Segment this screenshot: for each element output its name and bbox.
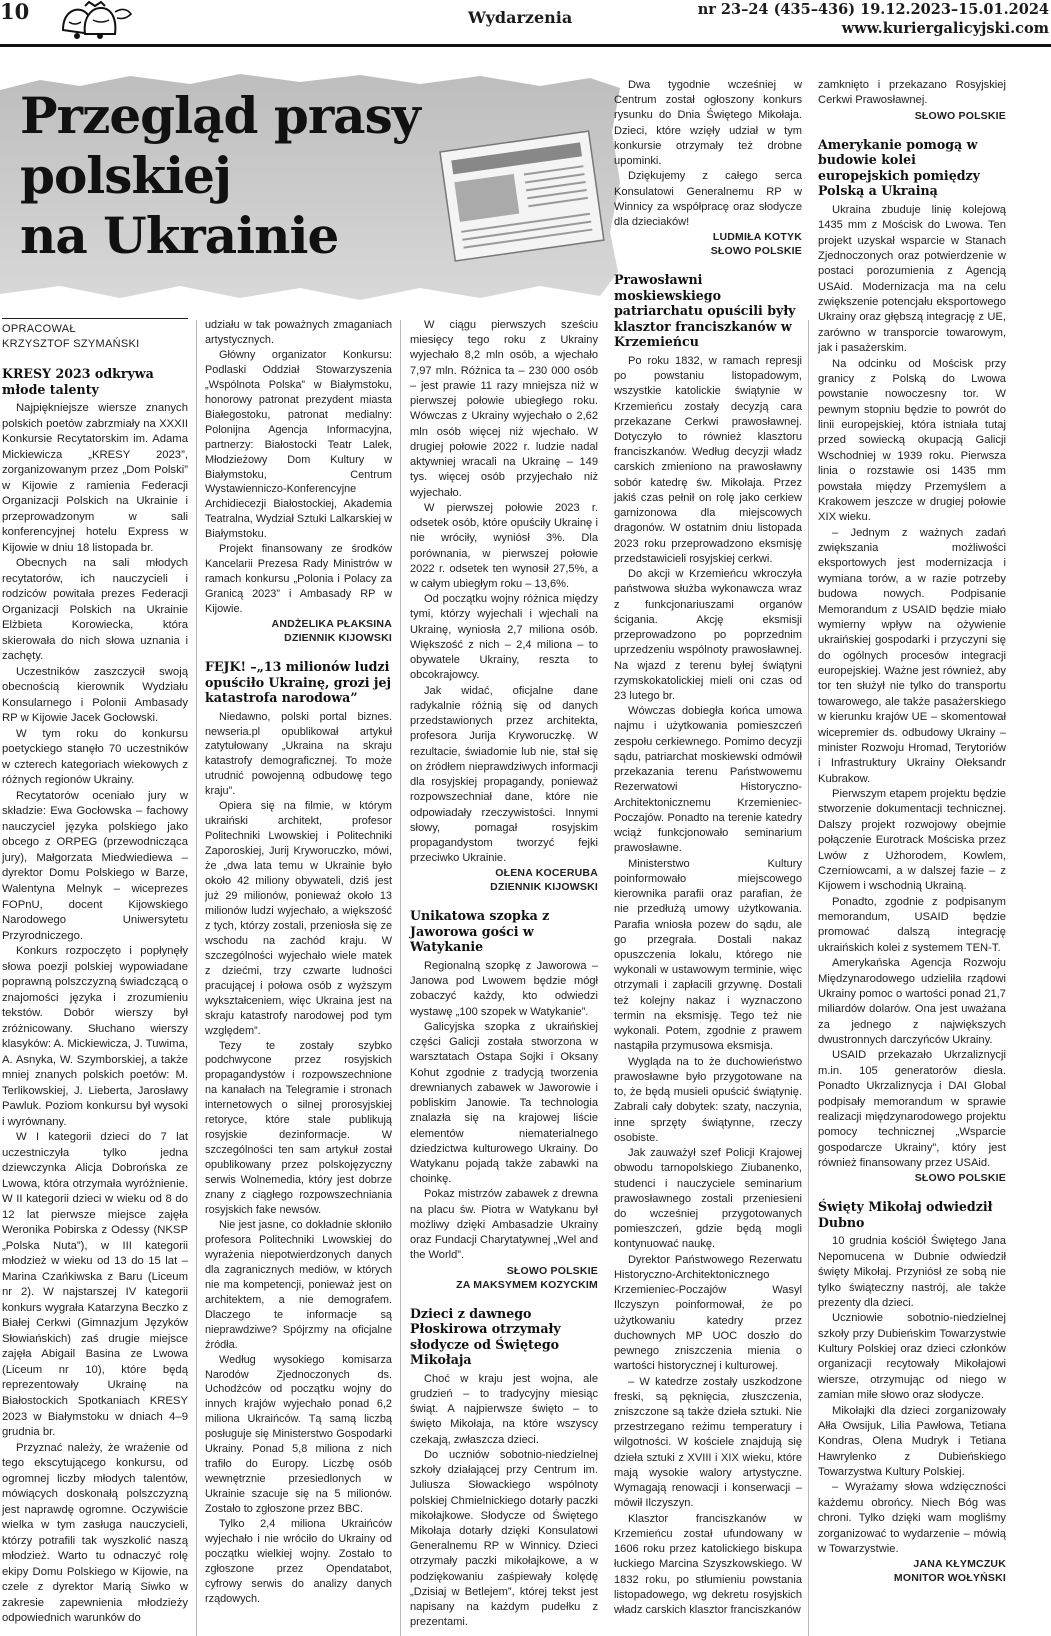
column-divider [400,320,401,1636]
page-number: 10 [0,0,30,24]
article-signature: ZA MAKSYMEM KOZYCKIM [456,1278,598,1291]
article-paragraph: – Wyrażamy słowa wdzięczności każdemu obrońcy. Niech Bóg was chroni. Tylko dzięki wam mogliśmy zorganizować to wydarzenie – mówią w Towarzystwie. [818,1481,1006,1555]
article-paragraph: Opiera się na filmie, w którym ukraiński architekt, profesor Politechniki Lwowskiej i Politechniki Zaporoskiej, Jurij Kryworuczko, mówi, że „dwa lata temu w Ukrainie było około 42 miliony obywateli, dziś jest już 29 milionów, ponieważ około 13 milionów ludzi wyjechało, a większość z tych, którzy zostali, przeniosła się ze wschodu na zachód kraju. W szczególności wyjechało wiele matek z dziećmi, trzy czwarte ludności pracującej i połowa osób z wyższym wykształceniem, więc Ukraina jest na skraju katastrofy narodowej pod tym względem”. [205,800,392,1037]
article-paragraph: Według wysokiego komisarza Narodów Zjednoczonych ds. Uchodźców od początku wojny do innych krajów wyjechało ponad 6,2 miliona Ukraińców. Tą samą liczbą posługuje się Ministerstwo Gospodarki Ukrainy. Ponad 5,8 miliona z nich trafiło do Europy. Liczbę osób wewnętrznie przesiedlonych w Ukrainie szacuje się na 5 milionów. Zostało to zgłoszone przez BBC. [205,1353,392,1516]
author-label: OPRACOWAŁ [2,323,76,335]
article-paragraph: Galicyjska szopka z ukraińskiej części Galicji została stworzona w warsztatach Ostapa Sojki i Oksany Kohut zgodnie z tradycją tworzenia drewnianych zabawek w Jaworowie i pobliskim Janowie. Ta technologia znalazła się na krajowej liście elementów niematerialnego dziedzictwa kulturowego Ukrainy. Do Watykanu pojadą także zabawki na choinkę. [410,1020,598,1186]
article-paragraph: Wówczas dobiegła końca umowa najmu i użytkowania pomieszczeń zespołu cerkiewnego. Pomimo decyzji sądu, patriarchat moskiewski odmówił przekazania terenu Państwowemu Rezerwatowi Historyczno-Architektonicznemu Krzemieniec-Poczajów. Ponadto na terenie katedry wciąż funkcjonowało seminarium prawosławne. [614,705,802,855]
article-column-3 [410,318,598,1631]
article-paragraph: USAID przekazało Ukrzaliznycji m.in. 105 generatorów diesla. Ponadto Ukrzaliznycja i DAI Global podpisały memorandum w sprawie realizacji międzynarodowego projektu pomocy technicznej „Wsparcie gospodarcze Ukrainy”, który jest również finansowany przez USAid. [818,1049,1006,1169]
article-headline: Amerykanie pomogą w budowie kolei europejskich pomiędzy Polską a Ukrainą [818,136,980,199]
article-column-5 [818,78,1006,1585]
article-paragraph: Na odcinku od Mościsk przy granicy z Polską do Lwowa powstanie nowoczesny tor. W pewnym stopniu będzie to powrót do linii europejskiej, która istniała tutaj przed sowiecką okupacją Galicji Wschodniej w 1939 roku. Pierwsza linia o rozstawie osi 1435 mm powstała między Przemyślem a Krakowem jeszcze w drugiej połowie XIX wieku. [818,357,1006,524]
article-paragraph: – W katedrze zostały uszkodzone freski, są pęknięcia, złuszczenia, zniszczone są także dzieła sztuki. Nie przestrzegano reżimu temperatury i wilgotności. W kościele znajdują się dzieła sztuki z XVIII i XIX wieku, które mają wysokie walory artystyczne. Wymagają renowacji i konserwacji – mówił Ilczyszyn. [614,1375,802,1510]
title-banner [0,72,625,304]
article-paragraph: Dwa tygodnie wcześniej w Centrum został ogłoszony konkurs rysunku do Dnia Świętego Mikołaja. Dzieci, które wzięły udział w tym konkursie otrzymały też drobne upominki. [614,79,802,168]
article-paragraph: Obecnych na sali młodych recytatorów, ich nauczycieli i rodziców powitała prezes Federacji Organizacji Polskich na Ukrainie Elżbieta Korowiecka, która skierowała do nich słowa uznania i zachęty. [2,557,188,663]
article-signature: SŁOWO POLSKIE [710,245,802,258]
article-signature: MONITOR WOŁYŃSKI [893,1572,1006,1585]
issue-info [698,0,1049,38]
page-header [0,0,1051,46]
article-paragraph: Dziękujemy z całego serca Konsulatowi Generalnemu RP w Winnicy za współpracę oraz słodycze dla dzieciaków! [614,170,802,229]
article-paragraph: Najpiękniejsze wiersze znanych polskich poetów zabrzmiały na XXXII Konkursie Recytatorskim im. Adama Mickiewicza „KRESY 2023”, zorganizowanym przez „Dom Polski” w Kijowie z ramienia Federacji Organizacji Polskich na Ukrainie i przeprowadzonym w sali konferencyjnej hotelu Express w Kijowie w dniu 18 listopada br. [2,402,188,554]
article-paragraph: Do uczniów sobotnio-niedzielnej szkoły działającej przy Centrum im. Juliusza Słowackiego wspólnoty polskiej Chmielnickiego dotarły paczki mikołajkowe. Słodycze od Świętego Mikołaja dotarły dzięki Konsulatowi Generalnemu RP w Winnicy. Dzieci otrzymały paczki mikołajkowe, a w podziękowaniu zaśpiewały kolędę „Dzisiaj w Betlejem”, której tekst jest napisany na każdym pudełku z prezentami. [410,1448,598,1629]
article-paragraph: Ministerstwo Kultury poinformowało miejscowego kierownika parafii oraz parafian, że nie przedłużą umowy użytkowania. Parafia wniosła pozew do sądu, ale go przegrała. Dostali nakaz opuszczenia lokalu, którego nie wykonali w ustawowym terminie, więc otrzymali i zapłacili grzywnę. Dostali też kolejny nakaz i wyznaczono termin na eksmisję. Tego też nie wykonali. Potem, zgodnie z prawem nastąpiła przymusowa eksmisja. [614,857,802,1053]
article-paragraph: Dyrektor Państwowego Rezerwatu Historyczno-Architektonicznego Krzemieniec-Poczajów Wasyl Ilczyszyn poinformował, że po użytkowaniu katedry przez duchownych MP UOC doszło do pewnego zniszczenia mienia o wartości historycznej i kulturowej. [614,1253,802,1373]
article-signature: SŁOWO POLSKIE [914,109,1006,122]
article-paragraph: Ponadto, zgodnie z podpisanym memorandum, USAID będzie promować dalszą integrację ukraińskich kolei z systemem TEN-T. [818,895,1006,954]
article-paragraph: Jak zauważył szef Policji Krajowej obwodu tarnopolskiego Ziubanenko, studenci i nauczyciele seminarium prawosławnego zostali przeniesieni do wcześniej przygotowanych pomieszczeń, gdzie będą mogli kontynuować naukę. [614,1147,802,1251]
article-paragraph: Niedawno, polski portal biznes. newseria.pl opublikował artykuł zatytułowany „Ukraina na skraju katastrofy demograficznej. To może utrudnić powojenną odbudowę tego kraju”. [205,710,392,798]
article-paragraph: Recytatorów oceniało jury w składzie: Ewa Gocłowska – fachowy nauczyciel języka polskiego jako obcego z ORPEG (przewodnicząca jury), Małgorzata Miedwiediewa – dyrektor Domu Polskiego w Barze, Walentyna Melnyk – wiceprezes FOPnU, docent Kijowskiego Narodowego Uniwersytetu Przyrodniczego. [2,789,188,942]
article-signature: DZIENNIK KIJOWSKI [490,881,598,894]
column-divider [196,320,197,1636]
article-signature: SŁOWO POLSKIE [506,1264,598,1277]
article-headline: Dzieci z dawnego Płoskirowa otrzymały słodycze od Świętego Mikołaja [410,1305,561,1368]
author-credit [2,318,188,352]
website-url[interactable]: www.kuriergalicyjski.com [841,20,1049,37]
article-signature: JANA KŁYMCZUK [913,1558,1006,1571]
article-paragraph: 10 grudnia kościół Świętego Jana Nepomucena w Dubnie odwiedził święty Mikołaj. Przyniósł ze sobą nie tylko świąteczny nastrój, ale także prezenty dla dzieci. [818,1235,1006,1309]
column-divider [808,320,809,1636]
article-paragraph: Klasztor franciszkanów w Krzemieńcu został ufundowany w 1606 roku przez katolickiego biskupa łuckiego Marcina Szyszkowskiego. W 1832 roku, po stłumieniu powstania listopadowego, wg dekretu rosyjskich władz carskich klasztor franciszkanów [614,1512,802,1617]
article-paragraph: Główny organizator Konkursu: Podlaski Oddział Stowarzyszenia „Wspólnota Polska” w Białymstoku, honorowy patronat prezydent miasta Białegostoku, patronat medialny: Polonijna Agencja Informacyjna, partnerzy: Białostocki Teatr Lalek, Młodzieżowy Dom Kultury w Białymstoku, Centrum Wystawienniczo-Konferencyjne Archidiecezji Białostockiej, Akademia Teatralna, Wydział Sztuki Lalkarskiej w Białymstoku. [205,348,392,541]
article-paragraph: udziału w tak poważnych zmaganiach artystycznych. [205,319,392,346]
article-headline: Unikatowa szopka z Jaworowa gości w Watykanie [410,908,550,955]
article-signature: SŁOWO POLSKIE [914,1172,1006,1185]
article-paragraph: W tym roku do konkursu poetyckiego stanęło 70 uczestników w czterech kategoriach wiekowych z różnych regionów Ukrainy. [2,727,188,787]
main-title: Przegląd prasy polskiej na Ukrainie [20,86,420,265]
article-paragraph: Regionalną szopkę z Jaworowa – Janowa pod Lwowem będzie mógł zobaczyć każdy, kto odwiedzi wystawę „100 szopek w Watykanie”. [410,959,598,1018]
article-paragraph: Wygląda na to że duchowieństwo prawosławne było przygotowane na to, że będą musieli opuścić świątynię. Zabrali cały dobytek: szaty, naczynia, inne sprzęty świątynne, rzeczy osobiste. [614,1055,802,1144]
header-rule [0,44,1051,47]
issue-number: nr 23–24 (435–436) 19.12.2023–15.01.2024 [697,1,1049,18]
article-paragraph: Pokaz mistrzów zabawek z drewna na placu św. Piotra w Watykanu był możliwy dzięki Ambasadzie Ukrainy oraz Fundacji Charytatywnej „Wel and the World”. [410,1188,598,1262]
article-paragraph: Jak widać, oficjalne dane radykalnie różnią się od danych przedstawionych przez architekta, profesora Jurija Kryworuczkę. W rezultacie, świadomie lub nie, stał się on źródłem nieprawdziwych informacji dla rosyjskiej propagandy, ponieważ rozpowszechniał dane, które nie odpowiadały rzeczywistości. Innymi słowy, pomagał rosyjskim propagandystom tworzyć fejki przeciwko Ukrainie. [410,684,598,865]
article-paragraph: Do akcji w Krzemieńcu wkroczyła państwowa służba wykonawcza wraz z funkcjonariuszami organów ścigania. Akcję eksmisji przeprowadzono po poprzednim uprzedzeniu wspólnoty prawosławnej. Na wjazd z terenu byłej świątyni rzymskokatolickiej mieli oni czas od 23 lutego br. [614,568,802,702]
article-paragraph: Amerykańska Agencja Rozwoju Międzynarodowego udzieliła rządowi Ukrainy pomoc o wartości ponad 21,7 miliardów dolarów. Ona jest uważana za jednego z największych dwustronnych darczyńców Ukrainy. [818,957,1006,1046]
author-name: KRZYSZTOF SZYMAŃSKI [2,338,140,350]
article-headline: Prawosławni moskiewskiego patriarchatu opuścili były klasztor franciszkanów w Krzemieńcu [614,272,796,350]
article-paragraph: Od początku wojny różnica między tymi, którzy wyjechali i wjechali na Ukrainę, wyniosła 2,7 miliona osób. Większość z nich – 2,4 miliona – to obywatele Ukrainy, reszta to obcokrajowcy. [410,593,598,682]
article-paragraph: Projekt finansowany ze środków Kancelarii Prezesa Rady Ministrów w ramach konkursu „Polonia i Polacy za Granicą 2023” i Ambasady RP w Kijowie. [205,543,392,616]
article-paragraph: zamknięto i przekazano Rosyjskiej Cerkwi Prawosławnej. [818,79,1006,107]
newspaper-icon [440,131,604,261]
article-headline: Święty Mikołaj odwiedził Dubno [818,1199,993,1230]
article-paragraph: Tezy te zostały szybko podchwycone przez rosyjskich propagandystów i rozpowszechnione na kanałach na Telegramie i stronach internetowych o silnej prorosyjskiej retoryce, które stale publikują rosyjskie dezinformacje. W szczególności ten sam artykuł został opublikowany przez polskojęzyczny serwis Wolnemedia, który jest dobrze znany z ciągłego rozpowszechniania rosyjskich fake newsów. [205,1039,392,1217]
article-signature: ANDŻELIKA PŁAKSINA [271,618,392,631]
article-column-2 [205,318,392,1607]
article-paragraph: Tylko 2,4 miliona Ukraińców wyjechało i nie wróciło do Ukrainy od początku wielkiej wojny. Zostało to zgłoszone przez Opendatabot, cyfrowy serwis do analizy danych rządowych. [205,1518,392,1605]
article-headline: FEJK! –„13 milionów ludzi opuściło Ukrainę, grozi jej katastrofa narodowa” [205,659,392,706]
christmas-bells-icon [55,0,135,42]
article-paragraph: Przyznać należy, że wrażenie od tego ekscytującego konkursu, od ogromnej liczby młodych talentów, mówiących doskonałą polszczyzną jest naprawdę ogromne. Oczywiście wielka w tym zasługa nauczycieli, którzy potrafili tak wyszkolić naszą młodzież. Warto tu odnaczyć rolę ekipy Domu Polskiego w Kijowie, na czele z dyrektor Marią Siwko w zakresie zapewnienia młodzieży odpowiednich warunków do [2,1441,188,1625]
section-title: Wydarzenia [468,8,573,27]
article-paragraph: W ciągu pierwszych sześciu miesięcy tego roku z Ukrainy wyjechało 8,2 mln osób, a wjechało 7,97 mln. Różnica ta – 230 000 osób – jest prawie 11 razy mniejsza niż w pierwszej połowie ubiegłego roku. Wówczas z Ukrainy wyjechało o 2,62 mln osób więcej niż wjechało. W drugiej połowie 2022 r. ludzie nadal aktywniej wracali na Ukrainę – 149 tys. więcej osób przyjechało niż wyjechało. [410,319,598,499]
article-signature: DZIENNIK KIJOWSKI [284,632,392,645]
article-paragraph: Konkurs rozpoczęto i popłynęły słowa poezji polskiej wypowiadane poprawną polszczyzną świadczącą o znajomości języka i zrozumieniu tekstów. Dobór wierszy był zróżnicowany. Słuchano wierszy klasyków: A. Mickiewicza, J. Tuwima, A. Asnyka, W. Szymborskiej, a także mniej znanych polskich poetów: M. Terlikowskiej, J. Lieberta, Jarosławy Pawluk. Poziom konkursu był wysoki i wyrównany. [2,945,188,1128]
article-paragraph: Mikołajki dla dzieci zorganizowały Ałła Owsijuk, Lilia Pawłowa, Tetiana Kondras, Olena Mudryk i Tetiana Hawrylenko z Dubieńskiego Towarzystwa Kultury Polskiej. [818,1404,1006,1478]
article-paragraph: Ukraina zbuduje linię kolejową 1435 mm z Mościsk do Lwowa. Ten projekt uzyskał wsparcie w Stanach Zjednoczonych oraz potwierdzenie w postaci porozumienia z Agencją USAid. Modernizacja ma na celu zwiększenie potencjału eksportowego Ukrainy oraz głębszą integrację z UE, zarówno w transporcie towarowym, jak i pasażerskim. [818,203,1006,355]
article-paragraph: Pierwszym etapem projektu będzie stworzenie dokumentacji technicznej. Dalszy projekt rozwojowy obejmie połączenie Eurotrack Mościska przez Lwów z Użhorodem, Kowlem, Czerniowcami, a w dalszej fazie – z Kijowem i wschodnią Ukrainą. [818,788,1006,893]
article-signature: OŁENA KOCERUBA [495,867,598,880]
article-paragraph: W I kategorii dzieci do 7 lat uczestniczyła tylko jedna dziewczynka Alicja Dobrońska ze Lwowa, która otrzymała wyróżnienie. W II kategorii dzieci w wieku od 8 do 12 lat pierwsze miejsce zajęła Weronika Pobirska z Odessy (NKSP „Polska Nuta”), w III kategorii młodzież w wieku od 13 do 15 lat – Marina Czańkiwska z Baru (Liceum nr 2). W najstarszej IV kategorii konkurs wygrała Katarzyna Beczko z Białej Cerkwi (Gimnazjum Języków Słowiańskich) zaś drugie miejsce zajęła Abigail Basina ze Lwowa (Liceum nr 10), które będą reprezentowały Ukrainę na Białostockich Spotkaniach KRESY 2023 w Białymstoku w dniach 4–9 grudnia br. [2,1131,188,1439]
article-paragraph: Uczestników zaszczycił swoją obecnością kierownik Wydziału Konsularnego i Polonii Ambasady RP w Kijowie Jacek Gocłowski. [2,665,188,725]
article-paragraph: Choć w kraju jest wojna, ale grudzień – to tradycyjny miesiąc świąt. A najpierwsze święto – to święto Mikołaja, na które wszyscy czekają, zwłaszcza dzieci. [410,1372,598,1446]
article-paragraph: Uczniowie sobotnio-niedzielnej szkoły przy Dubieńskim Towarzystwie Kultury Polskiej oraz dzieci członków organizacji recytowały Mikołajowi wiersze, otrzymując od niego w zamian miłe słowo oraz słodycze. [818,1312,1006,1402]
article-paragraph: W pierwszej połowie 2023 r. odsetek osób, które opuściły Ukrainę i nie wróciły, wyniósł 3%. Dla porównania, w pierwszej połowie 2022 r. odsetek ten wynosił 27,5%, a w całym ubiegłym roku – 13,6%. [410,501,598,590]
article-headline: KRESY 2023 odkrywa młode talenty [2,366,154,397]
article-paragraph: Po roku 1832, w ramach represji po powstaniu listopadowym, wszystkie katolickie świątynie w Krzemieńcu zostały decyzją cara przekazane Cerkwi prawosławnej. Dotyczyło to również klasztoru franciszkanów. Według decyzji władz carskich zmieniono na prawosławny sobór katedrę św. Mikołaja. Przez jakiś czas pełnił on rolę jako cerkiew garnizonowa dla miejscowych dragonów. W ostatnim dniu listopada 2023 roku przeprowadzono eksmisję przedstawicieli rosyjskiej cerkwi. [614,354,802,565]
article-paragraph: – Jednym z ważnych zadań zwiększania możliwości eksportowych jest modernizacja i wymiana torów, a w razie potrzeby budowa nowych. Podpisanie Memorandum z USAID będzie miało wymierny wpływ na ożywienie ukraińskiej gospodarki i przyczyni się do ogólnych procesów integracji europejskiej. Ważne jest również, aby tor ten służył nie tylko do transportu towarowego, ale także pasażerskiego w kierunku krajów UE – skomentował wicepremier ds. odbudowy Ukrainy – minister Rozwoju Hromad, Terytoriów i Infrastruktury Ukrainy Ołeksandr Kubrakow. [818,526,1006,785]
article-paragraph: Nie jest jasne, co dokładnie skłoniło profesora Politechniki Lwowskiej do wyrażenia niepotwierdzonych danych dla zagranicznych mediów, w których nie ma kompetencji, ponieważ jest on architektem, a nie demografem. Dlaczego te informacje są nieprawdziwe? Spójrzmy na oficjalne źródła. [205,1218,392,1351]
article-column-1 [2,318,188,1627]
article-signature: LUDMIŁA KOTYK [712,231,802,244]
article-column-4 [614,78,802,1618]
